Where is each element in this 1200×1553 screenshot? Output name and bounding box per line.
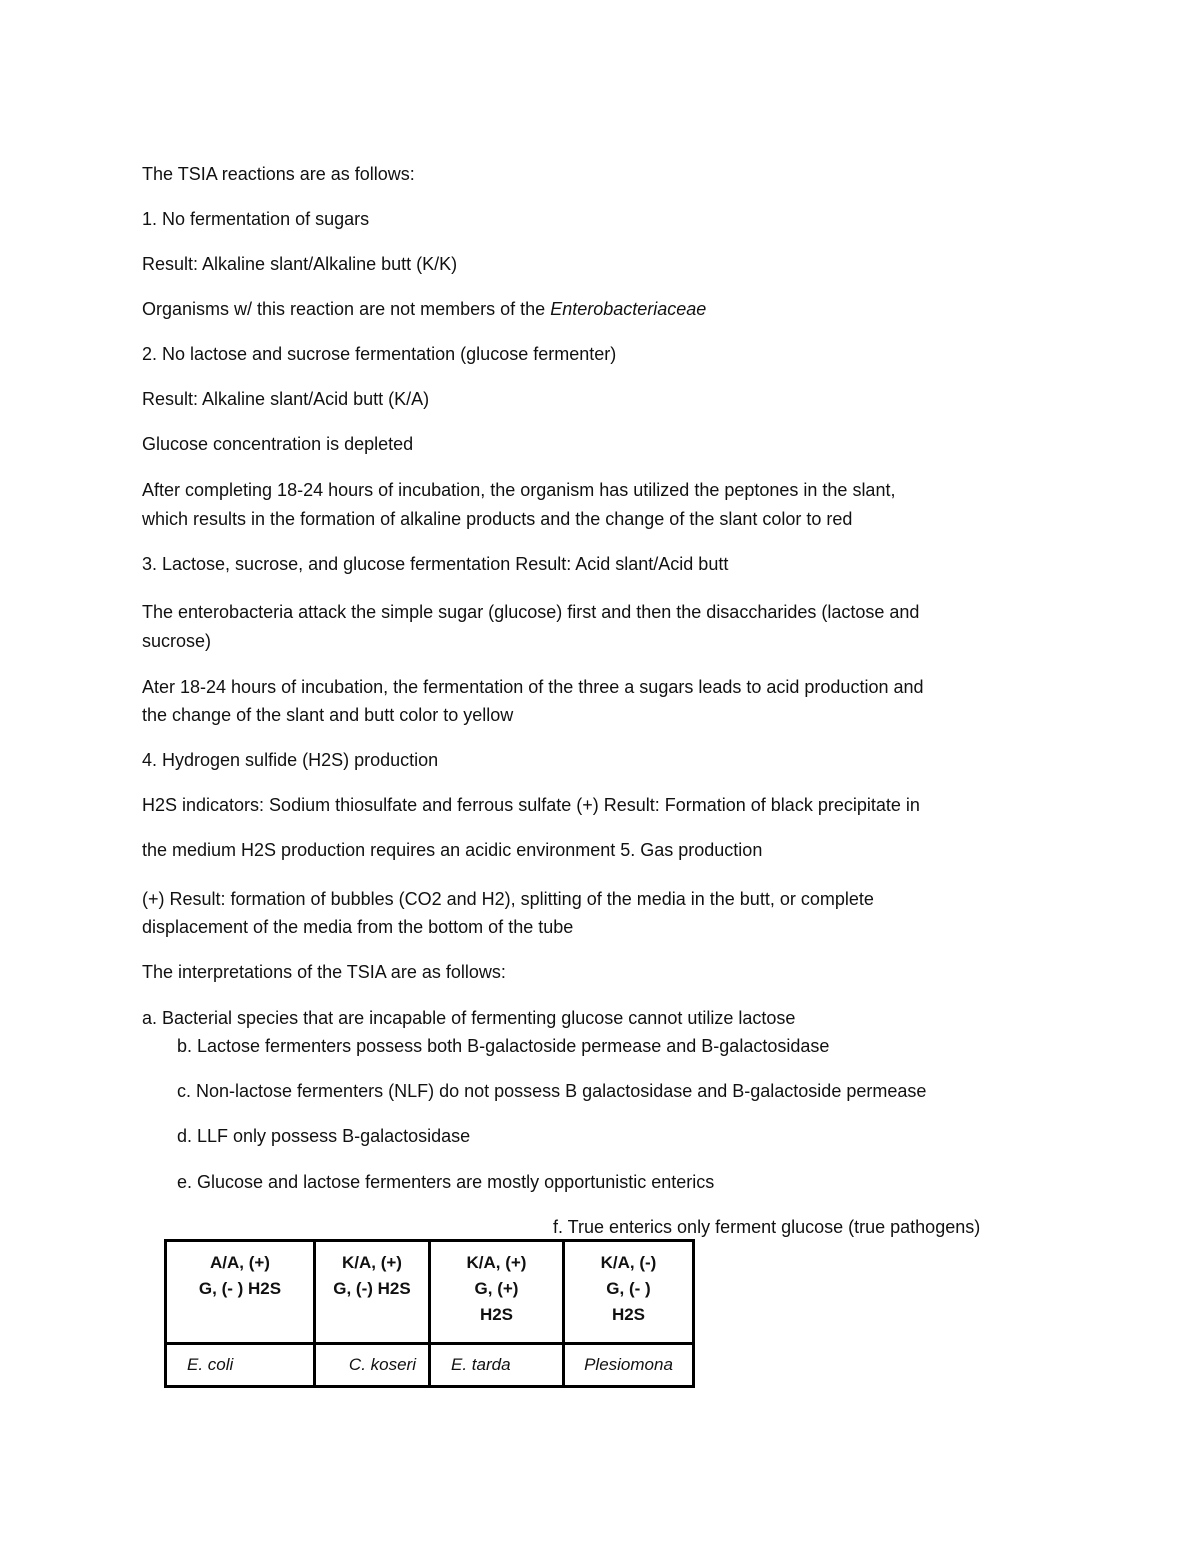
reaction-4-title: 4. Hydrogen sulfide (H2S) production (142, 750, 439, 770)
header-line: A/A, (+) (210, 1253, 270, 1272)
header-line: K/A, (+) (466, 1253, 527, 1272)
taxon-name: Enterobacteriaceae (550, 299, 707, 319)
reaction-5-line-1: (+) Result: formation of bubbles (CO2 and H2), splitting of the media in the butt, or complete (142, 889, 874, 909)
reaction-1-title: 1. No fermentation of sugars (142, 209, 370, 229)
reaction-4-line-2: the medium H2S production requires an acidic environment 5. Gas production (142, 840, 763, 860)
header-line: K/A, (-) (600, 1253, 657, 1272)
reaction-3-detail-2-line-2: the change of the slant and butt color to yellow (142, 705, 514, 725)
reaction-3-detail-2-line-1: Ater 18-24 hours of incubation, the fermentation of the three a sugars leads to acid production and (142, 677, 924, 697)
header-line: K/A, (+) (342, 1253, 402, 1272)
reaction-3-title: 3. Lactose, sucrose, and glucose fermentation Result: Acid slant/Acid butt (142, 554, 729, 574)
reaction-3-detail-1-line-1: The enterobacteria attack the simple sugar (glucose) first and then the disaccharides (lactose and (142, 602, 920, 622)
header-line: G, (- ) (606, 1279, 651, 1298)
interpretation-e: e. Glucose and lactose fermenters are mostly opportunistic enterics (177, 1172, 715, 1192)
table-header-cell (315, 1241, 430, 1344)
reaction-1-note-text: Organisms w/ this reaction are not members of the (142, 299, 546, 319)
table-header-cell (430, 1241, 564, 1344)
table-header-row (166, 1241, 694, 1344)
organism-cell: C. koseri (315, 1344, 430, 1387)
header-line: H2S (479, 1305, 514, 1324)
reaction-2-title: 2. No lactose and sucrose fermentation (glucose fermenter) (142, 344, 617, 364)
reaction-1-note (142, 295, 706, 323)
organism-cell: Plesiomona (564, 1344, 694, 1387)
interpretation-a: a. Bacterial species that are incapable of fermenting glucose cannot utilize lactose (142, 1008, 796, 1028)
reaction-4-line-1: H2S indicators: Sodium thiosulfate and ferrous sulfate (+) Result: Formation of black precipitate in (142, 795, 920, 815)
table-row (166, 1344, 694, 1387)
tsia-intro: The TSIA reactions are as follows: (142, 164, 415, 184)
reaction-3-detail-1-line-2: sucrose) (142, 631, 212, 651)
organism-cell: E. coli (166, 1344, 315, 1387)
table-header-cell (564, 1241, 694, 1344)
table-header-cell (166, 1241, 315, 1344)
header-line: G, (- ) H2S (198, 1279, 282, 1298)
interpretation-c: c. Non-lactose fermenters (NLF) do not possess B galactosidase and B-galactoside permease (177, 1081, 927, 1101)
reaction-5-line-2: displacement of the media from the bottom of the tube (142, 917, 574, 937)
reaction-2-detail-line-2: which results in the formation of alkaline products and the change of the slant color to red (142, 509, 853, 529)
interpretation-b: b. Lactose fermenters possess both B-galactoside permease and B-galactosidase (177, 1036, 830, 1056)
reaction-2-note: Glucose concentration is depleted (142, 434, 414, 454)
organism-cell: E. tarda (430, 1344, 564, 1387)
header-line: H2S (611, 1305, 646, 1324)
interpretation-d: d. LLF only possess B-galactosidase (177, 1126, 471, 1146)
header-line: G, (-) H2S (333, 1279, 411, 1298)
interpretation-f: f. True enterics only ferment glucose (true pathogens) (553, 1217, 981, 1237)
reaction-1-result: Result: Alkaline slant/Alkaline butt (K/K) (142, 254, 458, 274)
header-line: G, (+) (474, 1279, 519, 1298)
interpretations-intro: The interpretations of the TSIA are as follows: (142, 962, 506, 982)
reaction-2-detail-line-1: After completing 18-24 hours of incubation, the organism has utilized the peptones in the slant, (142, 480, 896, 500)
results-table (164, 1239, 695, 1388)
reaction-2-result: Result: Alkaline slant/Acid butt (K/A) (142, 389, 430, 409)
